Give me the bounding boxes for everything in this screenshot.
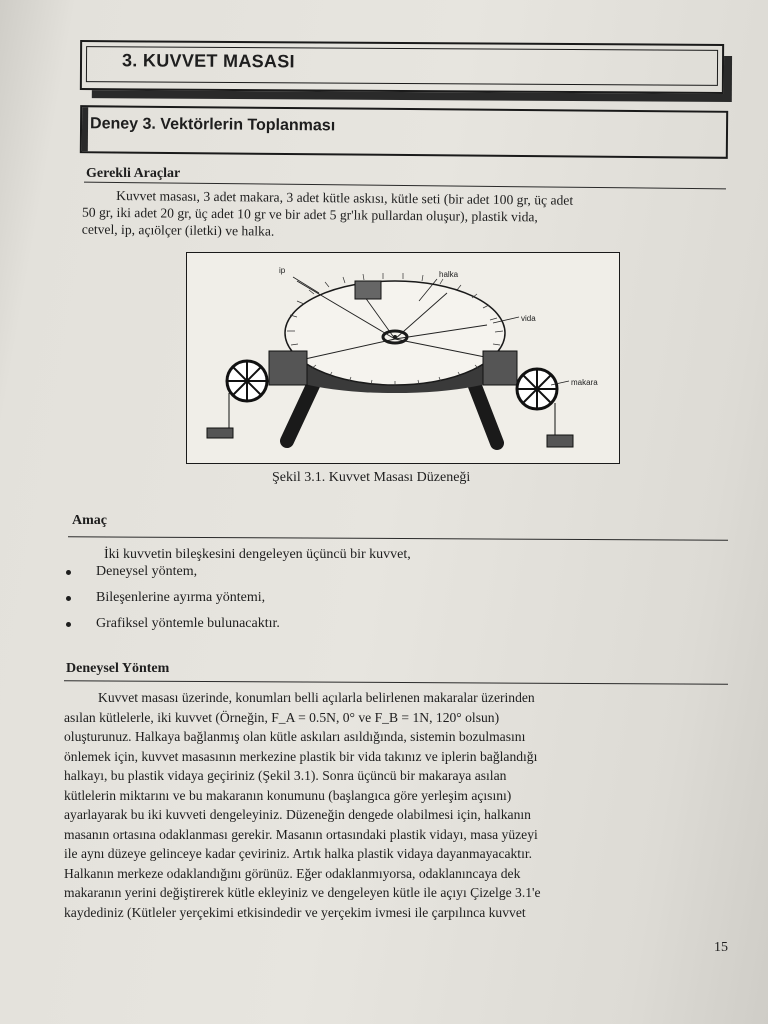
- figure-caption: Şekil 3.1. Kuvvet Masası Düzeneği: [272, 470, 471, 485]
- chapter-title: 3. KUVVET MASASI: [121, 50, 295, 72]
- label-screw: vida: [521, 314, 536, 323]
- mass-hanger-left: [207, 393, 233, 438]
- method-line: Halkanın merkeze odaklandığını görünüz. Eğer odaklanmıyorsa, odaklanıncaya dek: [64, 865, 521, 881]
- method-line: oluşturunuz. Halkaya bağlanmış olan kütle askıları asıldığında, sistemin bozulmasını: [64, 729, 526, 744]
- aim-intro-text: İki kuvvetin bileşkesini dengeleyen üçüncü bir kuvvet,: [104, 547, 411, 562]
- method-paragraph: [64, 688, 730, 922]
- label-ring: halka: [439, 270, 459, 279]
- aim-heading: Amaç: [72, 513, 107, 528]
- method-heading: Deneysel Yöntem: [66, 661, 170, 676]
- chapter-header-box: [80, 40, 724, 94]
- bullet-icon: [66, 596, 71, 601]
- bullet-icon: [66, 570, 71, 575]
- aim-intro: [104, 546, 411, 563]
- tools-line: Kuvvet masası, 3 adet makara, 3 adet kütle askısı, kütle seti (bir adet 100 gr, üç adet: [116, 187, 574, 208]
- method-line: önlemek için, kuvvet masasının merkezine plastik bir vida takınız ve iplerin bağlandığı: [64, 748, 538, 764]
- pulley-right: [517, 369, 557, 409]
- method-line: halkayı, bu plastik vidaya geçiriniz (Şekil 3.1). Sonra üçüncü bir makaraya asılan: [64, 768, 507, 783]
- method-line: Kuvvet masası üzerinde, konumları belli açılarla belirlenen makaralar üzerinden: [98, 690, 535, 705]
- method-line: asılan kütlelerle, iki kuvvet (Örneğin, F_A = 0.5N, 0° ve F_B = 1N, 120° olsun): [64, 709, 500, 725]
- pulley-clamp-top: [355, 281, 381, 299]
- center-screw: [393, 335, 397, 339]
- table-leg-right: [473, 381, 497, 443]
- pulley-clamp-right: [483, 351, 517, 385]
- method-line: ayarlayarak bu iki kuvveti dengeleyiniz. Düzeneğin dengede olabilmesi için, halkanın: [64, 807, 531, 822]
- page-number: 15: [714, 940, 728, 955]
- method-line: makaranın yerini değiştirerek kütle ekleyiniz ve dengeleyen kütle ile açıyı Çizelge 3.1'e: [64, 885, 541, 900]
- label-pulley: makara: [571, 378, 598, 387]
- aim-rule: [68, 536, 728, 540]
- method-line: masanın ortasına odaklanması gerekir. Masanın ortasındaki plastik vidayı, masa yüzeyi: [64, 826, 538, 842]
- method-line: ile aynı düzeye gelinceye kadar çeviriniz. Artık halka plastik vidaya dayanmayacaktır.: [64, 846, 533, 861]
- experiment-header-box: [80, 105, 728, 159]
- tools-line: cetvel, ip, açıölçer (iletki) ve halka.: [81, 221, 275, 239]
- experiment-header-shade: [82, 107, 88, 151]
- list-item-text: Grafiksel yöntemle bulunacaktır.: [96, 616, 280, 631]
- table-top: [285, 281, 505, 385]
- header-shadow: [92, 90, 732, 102]
- experiment-title: Deney 3. Vektörlerin Toplanması: [89, 115, 336, 135]
- pulley-clamp-left: [269, 351, 307, 385]
- table-leg-left: [287, 381, 315, 441]
- header-shadow-right: [724, 56, 732, 94]
- tools-heading: Gerekli Araçlar: [86, 166, 181, 181]
- method-line: kütlelerin miktarını ve bu makaranın konumunu (başlangıca göre yerleşim açısını): [64, 787, 512, 803]
- mass-hanger-right: [547, 403, 573, 447]
- force-table-illustration: [187, 253, 619, 463]
- force-table-figure: [186, 252, 620, 464]
- method-line: kaydediniz (Kütleler yerçekimi etkisindedir ve yerçekim ivmesi ile çarpılınca kuvvet: [64, 904, 526, 920]
- tools-line: 50 gr, iki adet 20 gr, üç adet 10 gr ve bir adet 5 gr'lık pullardan oluşur), plastik vida,: [81, 204, 538, 225]
- label-rope: ip: [279, 266, 286, 275]
- method-rule: [64, 680, 728, 684]
- tools-paragraph: [82, 187, 726, 245]
- list-item-text: Bileşenlerine ayırma yöntemi,: [96, 590, 266, 605]
- bullet-icon: [66, 622, 71, 627]
- list-item-text: Deneysel yöntem,: [96, 564, 198, 579]
- pulley-left: [227, 361, 267, 401]
